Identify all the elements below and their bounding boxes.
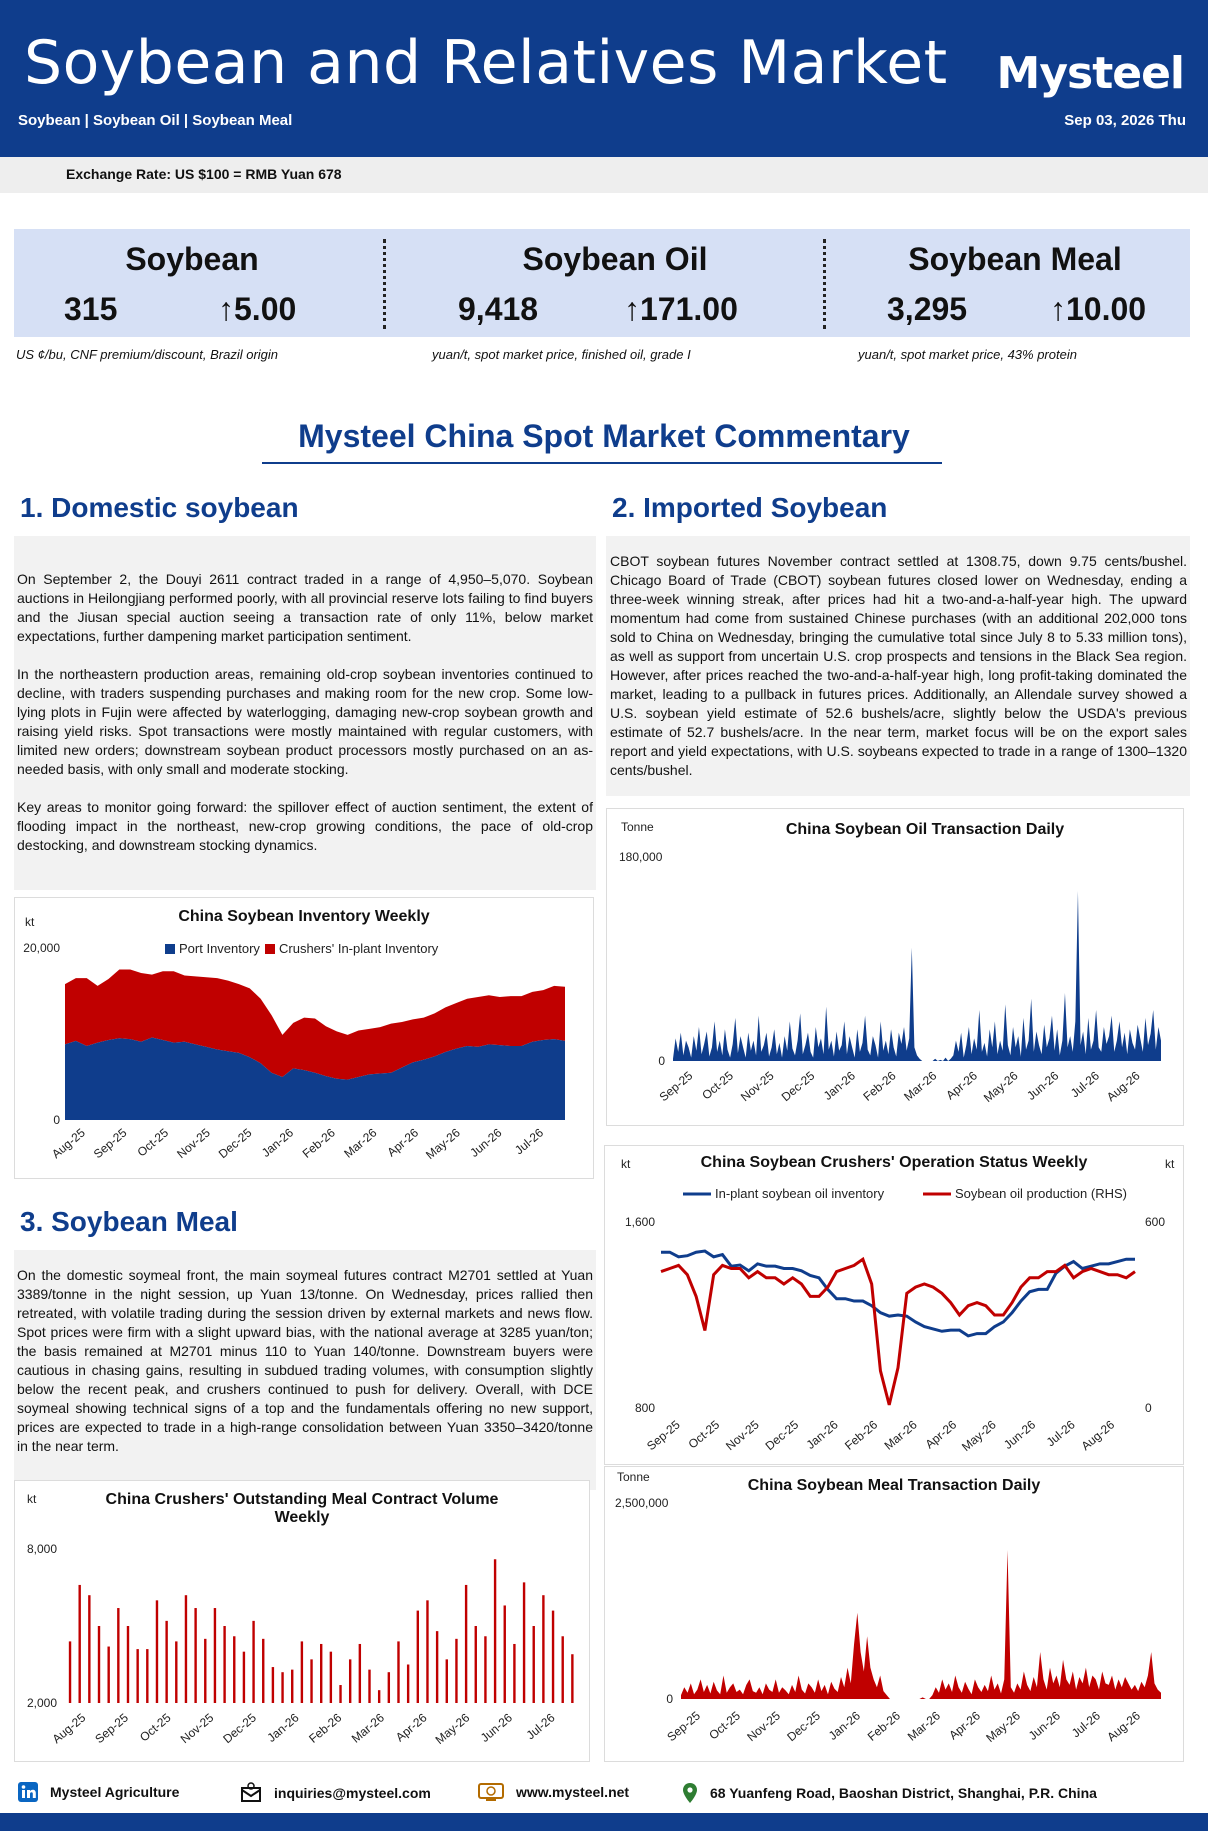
footer-email-text: inquiries@mysteel.com	[274, 1785, 431, 1801]
x-tick-label: Jan-26	[825, 1708, 863, 1743]
chart-title: China Soybean Crushers' Operation Status Weekly	[700, 1154, 1088, 1171]
y2-tick-label: 600	[1145, 1215, 1166, 1229]
bar	[78, 1585, 80, 1703]
x-tick-label: Nov-25	[174, 1125, 213, 1162]
chart-title: China Soybean Inventory Weekly	[178, 908, 430, 925]
x-tick-label: Feb-26	[860, 1068, 899, 1104]
price-soybean-oil	[404, 229, 826, 337]
bar	[136, 1649, 138, 1703]
footer-website-text: www.mysteel.net	[516, 1784, 630, 1800]
x-tick-label: Dec-25	[784, 1708, 823, 1745]
bar	[455, 1639, 457, 1703]
x-tick-label: Jun-26	[477, 1710, 515, 1745]
legend-swatch	[165, 944, 175, 954]
x-tick-label: Apr-26	[946, 1708, 983, 1743]
chart-title: China Soybean Meal Transaction Daily	[747, 1477, 1041, 1494]
x-tick-label: Aug-25	[49, 1125, 88, 1162]
series-area-meal-transaction	[681, 1550, 1161, 1699]
website-icon	[478, 1782, 504, 1802]
bar	[513, 1644, 515, 1703]
y-tick-label: 2,500,000	[615, 1496, 669, 1510]
x-tick-label: Dec-25	[778, 1068, 818, 1105]
footer-linkedin-text: Mysteel Agriculture	[50, 1784, 180, 1800]
price-change: ↑5.00	[218, 291, 297, 327]
x-tick-label: Feb-26	[842, 1417, 881, 1453]
price-value: 3,295	[887, 291, 968, 327]
bar	[542, 1595, 544, 1703]
y-tick-label: 1,600	[624, 1215, 655, 1229]
price-name: Soybean Meal	[908, 241, 1122, 277]
x-tick-label: Apr-26	[943, 1068, 980, 1103]
bar	[378, 1690, 380, 1703]
page-title: Soybean and Relatives Market	[24, 28, 948, 98]
x-tick-label: Sep-25	[644, 1417, 683, 1454]
price-soybean	[14, 229, 370, 337]
bar	[204, 1639, 206, 1703]
chart-oil-transaction	[606, 808, 1184, 1126]
y-axis-label: kt	[621, 1157, 631, 1171]
section-heading-imported: 2. Imported Soybean	[612, 492, 888, 523]
exchange-rate-bar	[0, 157, 1208, 193]
x-tick-label: Mar-26	[904, 1708, 943, 1744]
series-line-oil-inventory	[661, 1251, 1135, 1336]
bar	[272, 1667, 274, 1703]
price-unit: US ¢/bu, CNF premium/discount, Brazil origin	[16, 347, 279, 362]
bar	[533, 1626, 535, 1703]
bar	[562, 1636, 564, 1703]
x-tick-label: Mar-26	[881, 1417, 920, 1453]
x-tick-label: Sep-25	[90, 1125, 130, 1162]
y-tick-label: 2,000	[26, 1696, 57, 1710]
x-tick-label: May-26	[983, 1708, 1023, 1746]
x-tick-label: Dec-25	[762, 1417, 802, 1454]
paragraph: On September 2, the Douyi 2611 contract traded in a range of 4,950–5,070. Soybean auctions in Heilongjiang performed poorly, with all provincial reserve lots failing to find buyers and the Jiusan special auction seeing a transaction rate of only 11%, below market expectations, further dampening market participation sentiment.	[17, 571, 593, 644]
y-tick-label: 0	[658, 1054, 665, 1068]
chart-inventory	[14, 897, 594, 1179]
price-unit: yuan/t, spot market price, finished oil, grade I	[432, 347, 691, 362]
paragraph: On the domestic soymeal front, the main soymeal futures contract M2701 settled at Yuan 3389/tonne in the night session, up Yuan 13/tonne. On Wednesday, prices rallied then retreated, with volatile trading during the session driven by external markets and news flow. Spot prices were firm with a slight upward bias, with the national average at 3285 yuan/ton; the basis remained at M2701 minus 110 to Yuan 140/tonne. Downstream buyers were cautious in chasing gains, resulting in subdued trading volumes, with consumption slightly below the recent peak, and crushers continued to push for delivery. Overall, with DCE soymeal showing technical signs of a top and the fundamentals offering no new support, prices are expected to trade in a high-range consolidation between Yuan 3350–3420/tonne in the near term.	[17, 1267, 593, 1454]
y-axis-label: Tonne	[617, 1470, 650, 1484]
y-tick-label: 20,000	[23, 941, 60, 955]
x-tick-label: Jun-26	[1001, 1417, 1039, 1452]
x-tick-label: Jan-26	[803, 1417, 841, 1452]
header-subtitle: Soybean | Soybean Oil | Soybean Meal	[18, 112, 293, 129]
x-tick-label: Aug-26	[1078, 1417, 1118, 1454]
bar	[146, 1649, 148, 1703]
x-tick-label: Sep-25	[92, 1710, 131, 1747]
bar	[156, 1600, 158, 1703]
x-tick-label: Aug-26	[1103, 1068, 1143, 1105]
y-tick-label: 0	[53, 1113, 60, 1127]
bar	[107, 1647, 109, 1703]
bar	[417, 1611, 419, 1703]
x-tick-label: Jul-26	[512, 1125, 547, 1158]
x-tick-label: Nov-25	[744, 1708, 783, 1745]
bar	[320, 1644, 322, 1703]
x-tick-label: Jul-26	[1043, 1417, 1078, 1450]
chart-plot	[605, 1467, 1183, 1761]
bar	[368, 1670, 370, 1703]
x-tick-label: Mar-26	[348, 1710, 387, 1746]
header-banner	[0, 0, 1208, 157]
y-axis-label: kt	[25, 915, 35, 929]
bar	[339, 1685, 341, 1703]
x-tick-label: Jul-26	[523, 1710, 558, 1743]
bar	[397, 1641, 399, 1703]
bar	[552, 1611, 554, 1703]
x-tick-label: Sep-25	[656, 1068, 696, 1105]
x-tick-label: Jun-26	[1024, 1068, 1062, 1103]
bar	[523, 1582, 525, 1703]
email-icon	[240, 1782, 262, 1804]
legend-label: In-plant soybean oil inventory	[715, 1186, 885, 1201]
chart-plot	[15, 898, 593, 1178]
x-tick-label: Dec-25	[220, 1710, 259, 1747]
x-tick-label: Nov-25	[737, 1068, 777, 1105]
bar	[117, 1608, 119, 1703]
commentary-underline	[262, 462, 942, 464]
chart-title: China Soybean Oil Transaction Daily	[785, 821, 1065, 838]
header-date: Sep 03, 2026 Thu	[1064, 112, 1186, 129]
x-tick-label: Feb-26	[864, 1708, 903, 1744]
imported-text	[606, 536, 1190, 796]
x-tick-label: Nov-25	[177, 1710, 217, 1747]
chart-meal-contract	[14, 1480, 590, 1762]
bar	[494, 1559, 496, 1703]
x-tick-label: May-26	[432, 1710, 473, 1748]
footer-linkedin[interactable]	[18, 1782, 179, 1802]
bar	[214, 1608, 216, 1703]
commentary-title: Mysteel China Spot Market Commentary	[298, 418, 910, 454]
price-summary	[14, 229, 1190, 337]
chart-meal-transaction	[604, 1466, 1184, 1762]
bar	[407, 1665, 409, 1704]
paragraph: In the northeastern production areas, remaining old-crop soybean inventories continued to decline, with traders suspending purchases and making room for the new crop. Some low-lying plots in Fujin were affected by waterlogging, damaging new-crop soybean growth and raising yield risks. Spot transactions were mostly maintained with regular customers, with limited new orders; downstream soybean product processors mostly purchased on an as-needed basis, with only small and moderate stocking.	[17, 666, 593, 777]
price-change: ↑10.00	[1050, 291, 1147, 327]
bar	[233, 1636, 235, 1703]
bar	[426, 1600, 428, 1703]
bar	[252, 1621, 254, 1703]
bar	[301, 1641, 303, 1703]
chart-crushers-operation	[604, 1145, 1184, 1465]
bar	[175, 1641, 177, 1703]
x-tick-label: Oct-25	[706, 1708, 743, 1743]
bar	[349, 1659, 351, 1703]
footer-email[interactable]	[240, 1782, 431, 1804]
x-tick-label: May-26	[423, 1125, 463, 1163]
bar	[359, 1644, 361, 1703]
exchange-rate: Exchange Rate: US $100 = RMB Yuan 678	[66, 166, 342, 182]
bar	[262, 1639, 264, 1703]
bar	[185, 1595, 187, 1703]
x-tick-label: Jan-26	[264, 1710, 302, 1745]
x-tick-label: Apr-26	[922, 1417, 960, 1452]
x-tick-label: Oct-25	[685, 1417, 723, 1452]
bar	[243, 1652, 245, 1703]
price-value: 9,418	[458, 291, 539, 327]
divider	[823, 239, 826, 329]
x-tick-label: Jun-26	[467, 1125, 505, 1160]
x-tick-label: Jan-26	[820, 1068, 858, 1103]
x-tick-label: Aug-25	[49, 1710, 89, 1747]
y-tick-label: 800	[634, 1401, 655, 1415]
footer-website[interactable]	[478, 1782, 629, 1802]
divider	[383, 239, 386, 329]
x-tick-label: Apr-26	[392, 1710, 430, 1745]
bar	[194, 1608, 196, 1703]
paragraph: Key areas to monitor going forward: the spillover effect of auction sentiment, the extent of flooding impact in the northeast, new-crop growing conditions, the pace of old-crop destocking, and downstream stocking dynamics.	[17, 799, 593, 853]
bar	[388, 1672, 390, 1703]
x-tick-label: Dec-25	[215, 1125, 255, 1162]
price-name: Soybean Oil	[522, 241, 708, 277]
chart-plot	[15, 1481, 589, 1761]
bar	[475, 1626, 477, 1703]
paragraph: CBOT soybean futures November contract settled at 1308.75, down 9.75 cents/bushel. Chicago Board of Trade (CBOT) soybean futures closed lower on Wednesday, ending a three-week winning streak, after prices had hit a two-and-a-half-year high. The upward momentum had come from sustained Chinese purchases (with an additional 202,000 tons sold to China on Wednesday, bringing the cumulative total since July 8 to 5.33 million tons), as well as support from uncertain U.S. crop prospects and tensions in the Black Sea region. However, after prices reached the two-and-a-half-year high, long profit-taking dominated the market, leading to a pullback in futures prices. Additionally, an Allendale survey showed a U.S. soybean yield estimate of 52.6 bushels/acre, slightly below the USDA's previous estimate of 52.7 bushels/acre. In the near term, market focus will be on the export sales report and yield expectations, with U.S. soybeans expected to trade in a range of 1300–1320 cents/bushel.	[610, 553, 1187, 778]
chart-plot	[605, 1146, 1183, 1464]
section-heading-meal: 3. Soybean Meal	[20, 1206, 238, 1237]
legend-swatch	[265, 944, 275, 954]
footer	[0, 1772, 1208, 1812]
footer-address	[682, 1782, 1097, 1804]
bar	[88, 1595, 90, 1703]
domestic-text	[14, 536, 596, 890]
x-tick-label: Oct-25	[137, 1710, 174, 1745]
x-tick-label: Jul-26	[1068, 1708, 1103, 1741]
linkedin-icon	[18, 1782, 38, 1802]
mysteel-logo: Mysteel	[996, 48, 1184, 99]
x-tick-label: May-26	[980, 1068, 1021, 1106]
legend-label: Port Inventory	[179, 941, 260, 956]
bar	[504, 1605, 506, 1703]
bar	[310, 1659, 312, 1703]
price-soybean-meal	[840, 229, 1190, 337]
series-area-oil-transaction	[673, 891, 1161, 1061]
bar	[127, 1626, 129, 1703]
bar	[571, 1654, 573, 1703]
meal-text	[14, 1250, 596, 1490]
chart-plot	[607, 809, 1183, 1125]
series-line-oil-production	[661, 1259, 1135, 1405]
bar	[98, 1626, 100, 1703]
bar	[165, 1621, 167, 1703]
x-tick-label: Oct-25	[134, 1125, 172, 1160]
price-value: 315	[64, 291, 118, 327]
x-tick-label: Feb-26	[306, 1710, 345, 1746]
bar	[223, 1626, 225, 1703]
price-unit: yuan/t, spot market price, 43% protein	[858, 347, 1077, 362]
chart-title: China Crushers' Outstanding Meal Contract Volume Weekly	[105, 1491, 499, 1526]
x-tick-label: Feb-26	[299, 1125, 338, 1161]
bar	[69, 1641, 71, 1703]
location-pin-icon	[682, 1782, 698, 1804]
x-tick-label: Apr-26	[384, 1125, 422, 1160]
bar	[436, 1631, 438, 1703]
bottom-bar	[0, 1813, 1208, 1831]
bar	[330, 1652, 332, 1703]
x-tick-label: Mar-26	[901, 1068, 940, 1104]
bar	[291, 1670, 293, 1703]
x-tick-label: May-26	[959, 1417, 999, 1455]
bar	[281, 1672, 283, 1703]
y-tick-label: 180,000	[619, 850, 663, 864]
x-tick-label: Mar-26	[341, 1125, 380, 1161]
y2-tick-label: 0	[1145, 1401, 1152, 1415]
y-axis-label: kt	[27, 1492, 37, 1506]
price-name: Soybean	[125, 241, 259, 277]
y-tick-label: 0	[666, 1692, 673, 1706]
legend-label: Crushers' In-plant Inventory	[279, 941, 439, 956]
bar	[446, 1659, 448, 1703]
x-tick-label: Jun-26	[1025, 1708, 1063, 1743]
x-tick-label: Sep-25	[664, 1708, 703, 1745]
x-tick-label: Oct-25	[699, 1068, 736, 1103]
y-axis-label: Tonne	[621, 820, 654, 834]
section-heading-domestic: 1. Domestic soybean	[20, 492, 299, 523]
bar	[484, 1636, 486, 1703]
y-tick-label: 8,000	[26, 1542, 57, 1556]
footer-address-text: 68 Yuanfeng Road, Baoshan District, Shanghai, P.R. China	[710, 1785, 1097, 1801]
x-tick-label: Jul-26	[1067, 1068, 1102, 1101]
x-tick-label: Jan-26	[258, 1125, 297, 1160]
legend-label: Soybean oil production (RHS)	[955, 1186, 1127, 1201]
x-tick-label: Aug-26	[1104, 1708, 1143, 1745]
x-tick-label: Nov-25	[723, 1417, 762, 1454]
y2-axis-label: kt	[1165, 1157, 1175, 1171]
price-change: ↑171.00	[624, 291, 738, 327]
bar	[465, 1585, 467, 1703]
